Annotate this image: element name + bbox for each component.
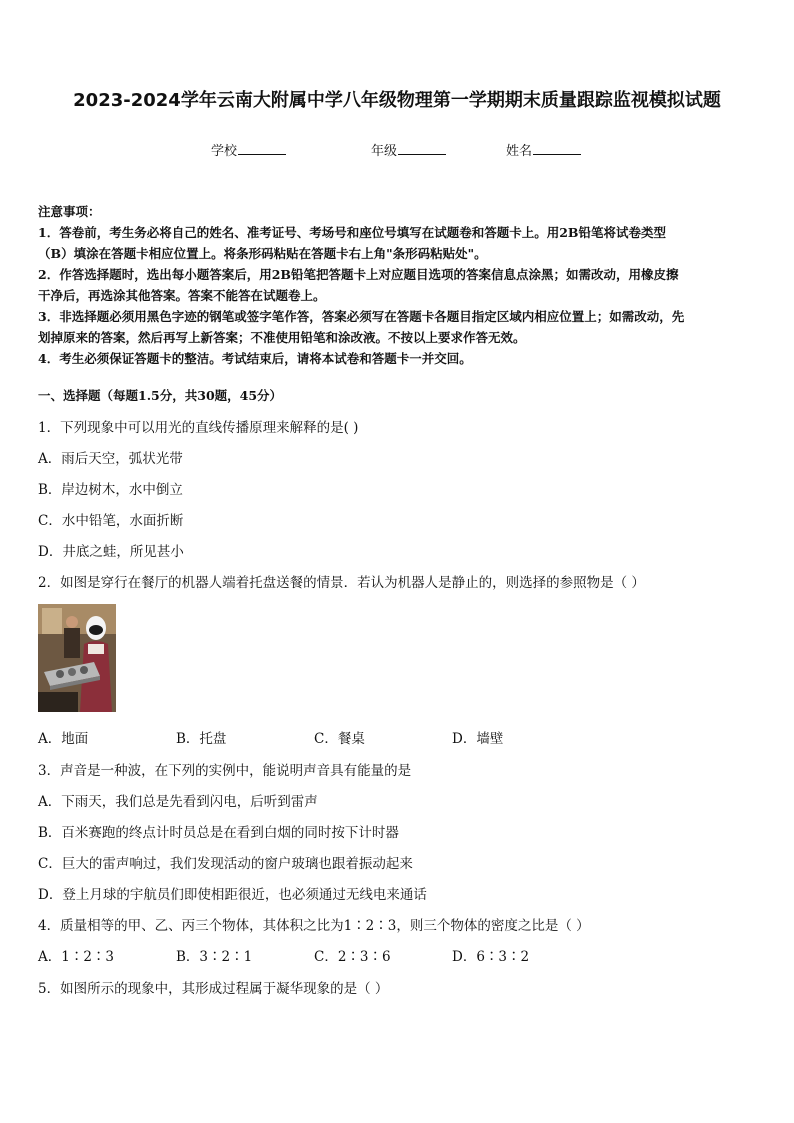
question-2-option-d: D．墙壁 [452, 731, 504, 747]
question-4-stem: 4．质量相等的甲、乙、丙三个物体，其体积之比为1∶2∶3，则三个物体的密度之比是（ ） [38, 918, 590, 934]
robot-waiter-photo [38, 604, 116, 712]
section-heading: 一、选择题（每题1.5分，共30题，45分） [38, 388, 283, 403]
school-blank [238, 142, 286, 155]
notes-heading: 注意事项： [38, 204, 101, 219]
question-2-option-b: B．托盘 [176, 731, 227, 747]
notes-line: 4．考生必须保证答题卡的整洁。考试结束后，请将本试卷和答题卡一并交回。 [38, 351, 472, 366]
question-1-option-d: D．井底之蛙，所见甚小 [38, 544, 184, 560]
question-1-option-a: A．雨后天空，弧状光带 [38, 451, 183, 467]
notes-block [38, 201, 758, 369]
question-4-options [38, 945, 758, 965]
question-3-option-a: A．下雨天，我们总是先看到闪电，后听到雷声 [38, 794, 318, 810]
question-2-option-a: A．地面 [38, 731, 89, 747]
page-title: 2023-2024学年云南大附属中学八年级物理第一学期期末质量跟踪监视模拟试题 [73, 90, 721, 111]
notes-line: 干净后，再选涂其他答案。答案不能答在试题卷上。 [38, 288, 326, 303]
question-5-stem: 5．如图所示的现象中，其形成过程属于凝华现象的是（ ） [38, 981, 389, 997]
grade-label: 年级 [371, 144, 398, 159]
question-3-option-b: B．百米赛跑的终点计时员总是在看到白烟的同时按下计时器 [38, 825, 399, 841]
question-3-option-d: D．登上月球的宇航员们即使相距很近，也必须通过无线电来通话 [38, 887, 427, 903]
name-field [506, 140, 581, 159]
notes-line: 3．非选择题必须用黑色字迹的钢笔或签字笔作答，答案必须写在答题卡各题目指定区域内相应位置上；如需改动，先 [38, 309, 685, 324]
notes-line: 2．作答选择题时，选出每小题答案后，用2B铅笔把答题卡上对应题目选项的答案信息点涂黑；如需改动，用橡皮擦 [38, 267, 679, 282]
notes-line: （B）填涂在答题卡相应位置上。将条形码粘贴在答题卡右上角"条形码粘贴处"。 [38, 246, 487, 261]
school-label: 学校 [211, 144, 238, 159]
grade-blank [398, 142, 446, 155]
notes-line: 划掉原来的答案，然后再写上新答案；不准使用铅笔和涂改液。不按以上要求作答无效。 [38, 330, 526, 345]
question-3-option-c: C．巨大的雷声响过，我们发现活动的窗户玻璃也跟着振动起来 [38, 856, 413, 872]
notes-line: 1．答卷前，考生务必将自己的姓名、准考证号、考场号和座位号填写在试题卷和答题卡上。用2B铅笔将试卷类型 [38, 225, 666, 240]
question-4-option-c: C．2∶3∶6 [314, 949, 391, 965]
question-2-options [38, 727, 758, 747]
question-4-option-a: A．1∶2∶3 [38, 949, 115, 965]
grade-field [371, 140, 446, 159]
school-field [211, 140, 286, 159]
question-4-option-d: D．6∶3∶2 [452, 949, 530, 965]
question-2-stem: 2．如图是穿行在餐厅的机器人端着托盘送餐的情景．若认为机器人是静止的，则选择的参照物是（ ） [38, 575, 645, 591]
question-4-option-b: B．3∶2∶1 [176, 949, 253, 965]
question-2-option-c: C．餐桌 [314, 731, 365, 747]
name-label: 姓名 [506, 144, 533, 159]
name-blank [533, 142, 581, 155]
question-1-option-c: C．水中铅笔，水面折断 [38, 513, 184, 529]
question-1-option-b: B．岸边树木，水中倒立 [38, 482, 183, 498]
question-1-stem: 1．下列现象中可以用光的直线传播原理来解释的是( ) [38, 420, 359, 436]
question-3-stem: 3．声音是一种波，在下列的实例中，能说明声音具有能量的是 [38, 763, 412, 779]
